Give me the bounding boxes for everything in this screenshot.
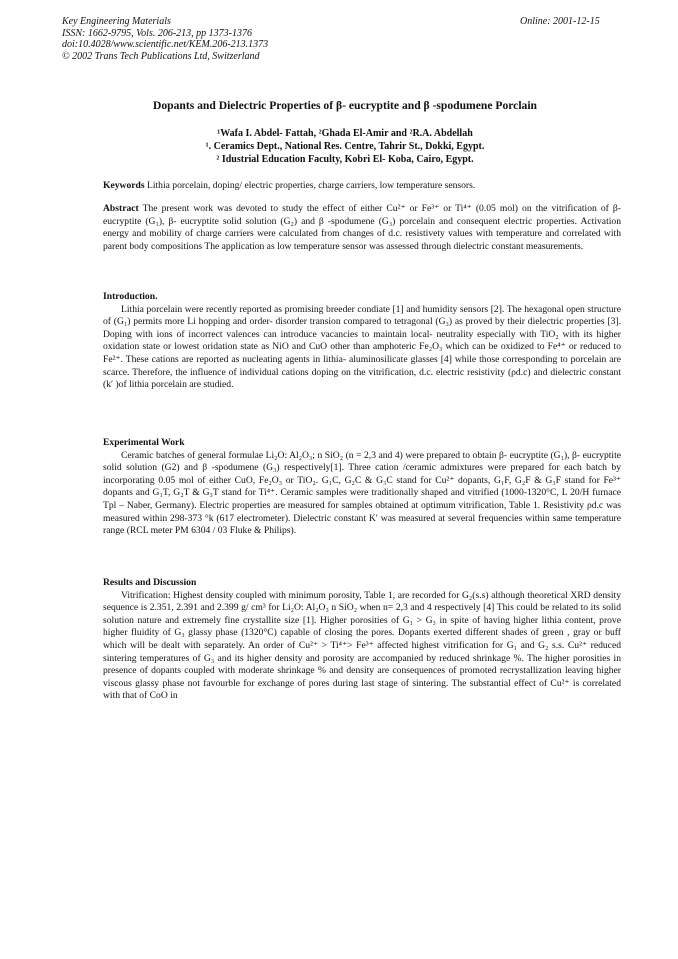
copyright-line: © 2002 Trans Tech Publications Ltd, Switzerland [62,50,260,62]
affiliation-1: ¹. Ceramics Dept., National Res. Centre, Tahrir St., Dokki, Egypt. [205,141,485,152]
introduction-text: Lithia porcelain were recently reported as promising breeder condiate [1] and humidity sensors [2]. The hexagonal open structure of (G₁) permits more Li hopping and order- disorder transion compared to tetragonal (G₃) as proved by their dielectric properties [3]. Doping with ions of incorrect valences can introduce vacancies to maintain local- neutrality especially with TiO₂ with its higher oxidation state or lowest oridation state as NiO and CuO other than amphoteric Fe₂O₃ which can be oxidized to Fe⁴⁺ or reduced to Fe²⁺. These cations are reported as nucleating agents in lithia- aluminosilicate glasses [4] while those corresponding to porcelain are scarce. Therefore, the influence of individual cations doping on the vitrification, d.c. electric resistivity (ρd.c) and dielectric constant (k′ )of lithia porcelain are studied. [103,303,621,391]
keywords-text: Lithia porcelain, doping/ electric properties, charge carriers, low temperature sensors. [144,180,476,191]
doi-line: doi:10.4028/www.scientific.net/KEM.206-213.1373 [62,39,269,50]
introduction-section [103,291,621,392]
online-date: Online: 2001-12-15 [520,16,600,27]
introduction-heading: Introduction. [103,291,158,302]
paper-title: Dopants and Dielectric Properties of β- eucryptite and β -spodumene Porclain [152,99,538,112]
abstract-text: The present work was devoted to study the effect of either Cu²⁺ or Fe³⁺ or Ti⁴⁺ (0.05 mol) on the vitrification of β- eucryptite (G₁), β- eucryptite solid solution (G₂) and β -spodumene (G₃) porcelain and consequent electric properties. Activation energy and mobility of charge carriers were calculated from changes of d.c. resistivety values with temperature and correlated with parent body compositions The application as low temperature sensor was assessed through dielectric constant measurements. [103,203,621,252]
keywords-section [103,180,621,193]
keywords-label: Keywords [103,180,145,191]
abstract-label: Abstract [103,203,139,214]
journal-name: Key Engineering Materials [62,16,171,27]
experimental-section [103,437,621,538]
experimental-heading: Experimental Work [103,437,185,448]
experimental-text: Ceramic batches of general formulae Li₂O: Al₂O₃; n SiO₂ (n = 2,3 and 4) were prepared to obtain β- eucryptite (G₁), β- eucryptite solid solution (G2) and β -spodumene (G₃) respectively[1]. Three cation /ceramic admixtures were prepared for each batch by incorporating 0.05 mol of either CuO, Fe₂O₃ or TiO₂. G₁C, G₂C & G₃C stand for Cu²⁺ dopants, G₁F, G₂F & G₃F stand for Fe³⁺ dopants and G₁T, G₂T & G₃T stand for Ti⁴⁺. Ceramic samples were traditionally shaped and vitrified (1000-1320°C, L 20/H furnace Tpl – Naber, Germany). Electric properties are measured for samples obtained at optimum vitrification, Table 1. Resistivity ρd.c was measured within 298-373 °k (617 electrometer). Dielectric constant K′ was measured at several frequencies within same temperature range (RCL meter PM 6304 / 03 Fluke & Philips). [103,449,621,537]
journal-header [62,16,268,62]
issn-line: ISSN: 1662-9795, Vols. 206-213, pp 1373-1376 [62,27,252,39]
abstract-section [103,203,621,253]
author-names: ¹Wafa I. Abdel- Fattah, ²Ghada El-Amir and ²R.A. Abdellah [217,128,473,139]
affiliation-2: ² Idustrial Education Faculty, Kobri El- Koba, Cairo, Egypt. [216,154,474,165]
results-section [103,577,621,703]
author-block [60,127,630,166]
results-text: Vitrification: Highest density coupled with minimum porosity, Table 1, are recorded for G₂(s.s) although theoretical XRD density sequence is 2.351, 2.391 and 2.399 g/ cm³ for Li₂O: Al₂O₃ n SiO₂ when n= 2,3 and 4 respectively [4] This could be related to its solid solution nature and extremely fine crystallite size [1]. Higher porosities of G₁ > G₃ in spite of having higher lithia content, prove higher fluidity of G₃ glassy phase (1320°C) capable of closing the pores. Dopants exerted different shades of green , gray or buff which will be dealt with separately. An order of Cu²⁺ > Ti⁴⁺> Fe³⁺ affected highest vitrification for G₁ and G₂ s.s. Cu²⁺ reduced sintering temperatures of G₃ and its higher density and porosity are accompanied by reduced shrinkage %. The higher porosities in presence of dopants coupled with moderate shrinkage % and density are consequences of promoted recrystallization leaving higher viscous glassy phase not favourble for exchange of pores during last stage of sintering. The substantial effect of Cu²⁺ is correlated with that of CoO in [103,589,621,702]
results-heading: Results and Discussion [103,577,197,588]
